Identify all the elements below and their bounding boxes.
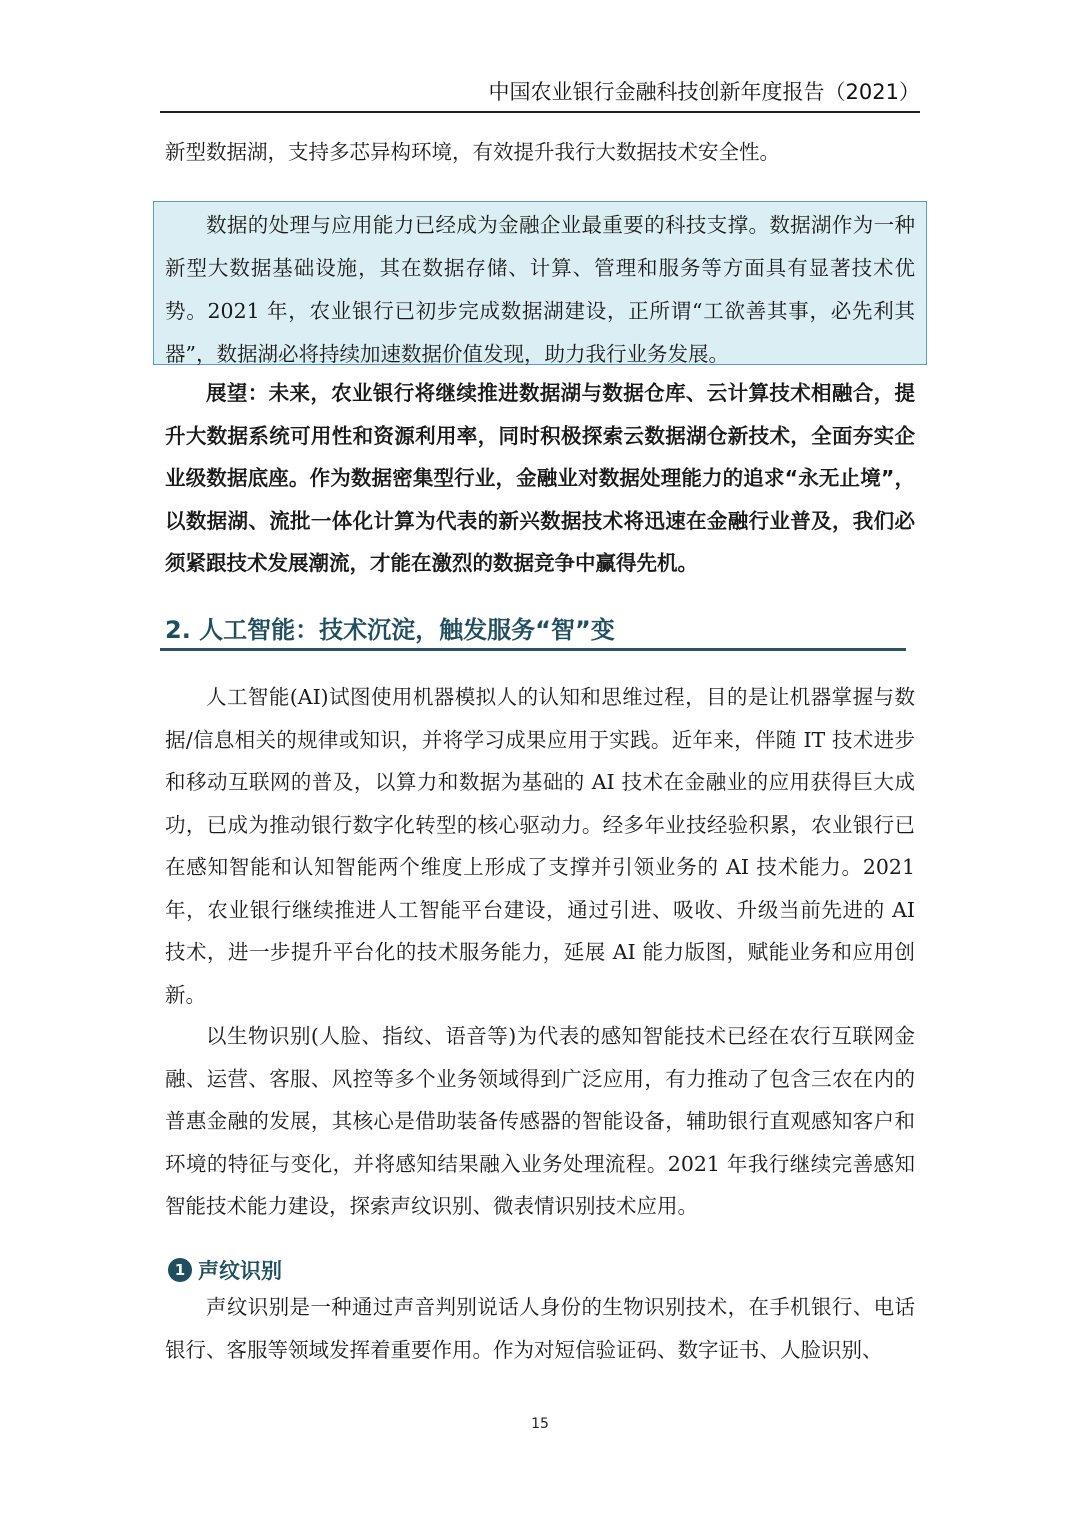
- highlight-text: 数据的处理与应用能力已经成为金融企业最重要的科技支撑。数据湖作为一种新型大数据基础设施，其在数据存储、计算、管理和服务等方面具有显著技术优势。2021 年，农业银行已初步完成数据湖建设，正所谓“工欲善其事，必先利其器”，数据湖必将持续加速数据价值发现，助力我行业务发展。: [165, 213, 915, 366]
- number-one-icon: 1: [168, 1258, 192, 1282]
- subsection-label: 声纹识别: [198, 1259, 282, 1283]
- voiceprint-paragraph: 声纹识别是一种通过声音判别说话人身份的生物识别技术，在手机银行、电话银行、客服等领域发挥着重要作用。作为对短信验证码、数字证书、人脸识别、: [165, 1295, 915, 1362]
- section-divider: [160, 648, 906, 651]
- header-divider: [160, 111, 920, 113]
- page-number: 15: [531, 1416, 549, 1432]
- section-title: 2. 人工智能：技术沉淀，触发服务“智”变: [165, 616, 615, 644]
- perception-paragraph: 以生物识别(人脸、指纹、语音等)为代表的感知智能技术已经在农行互联网金融、运营、客服、风控等多个业务领域得到广泛应用，有力推动了包含三农在内的普惠金融的发展，其核心是借助装备传感器的智能设备，辅助银行直观感知客户和环境的特征与变化，并将感知结果融入业务处理流程。2021 年我行继续完善感知智能技术能力建设，探索声纹识别、微表情识别技术应用。: [165, 1024, 915, 1218]
- subsection-title: [168, 1255, 282, 1285]
- ai-intro-paragraph: 人工智能(AI)试图使用机器模拟人的认知和思维过程，目的是让机器掌握与数据/信息相关的规律或知识，并将学习成果应用于实践。近年来，伴随 IT 技术进步和移动互联网的普及，以算力和数据为基础的 AI 技术在金融业的应用获得巨大成功，已成为推动银行数字化转型的核心驱动力。经多年业技经验积累，农业银行已在感知智能和认知智能两个维度上形成了支撑并引领业务的 AI 技术能力。2021 年，农业银行继续推进人工智能平台建设，通过引进、吸收、升级当前先进的 AI 技术，进一步提升平台化的技术服务能力，延展 AI 能力版图，赋能业务和应用创新。: [165, 685, 915, 1007]
- outlook-paragraph: 展望：未来，农业银行将继续推进数据湖与数据仓库、云计算技术相融合，提升大数据系统可用性和资源利用率，同时积极探索云数据湖仓新技术，全面夯实企业级数据底座。作为数据密集型行业，金融业对数据处理能力的追求“永无止境”，以数据湖、流批一体化计算为代表的新兴数据技术将迅速在金融行业普及，我们必须紧跟技术发展潮流，才能在激烈的数据竞争中赢得先机。: [165, 381, 915, 575]
- highlight-box: [153, 201, 927, 365]
- intro-paragraph: 新型数据湖，支持多芯异构环境，有效提升我行大数据技术安全性。: [165, 140, 780, 164]
- page-header: 中国农业银行金融科技创新年度报告（2021）: [488, 80, 920, 104]
